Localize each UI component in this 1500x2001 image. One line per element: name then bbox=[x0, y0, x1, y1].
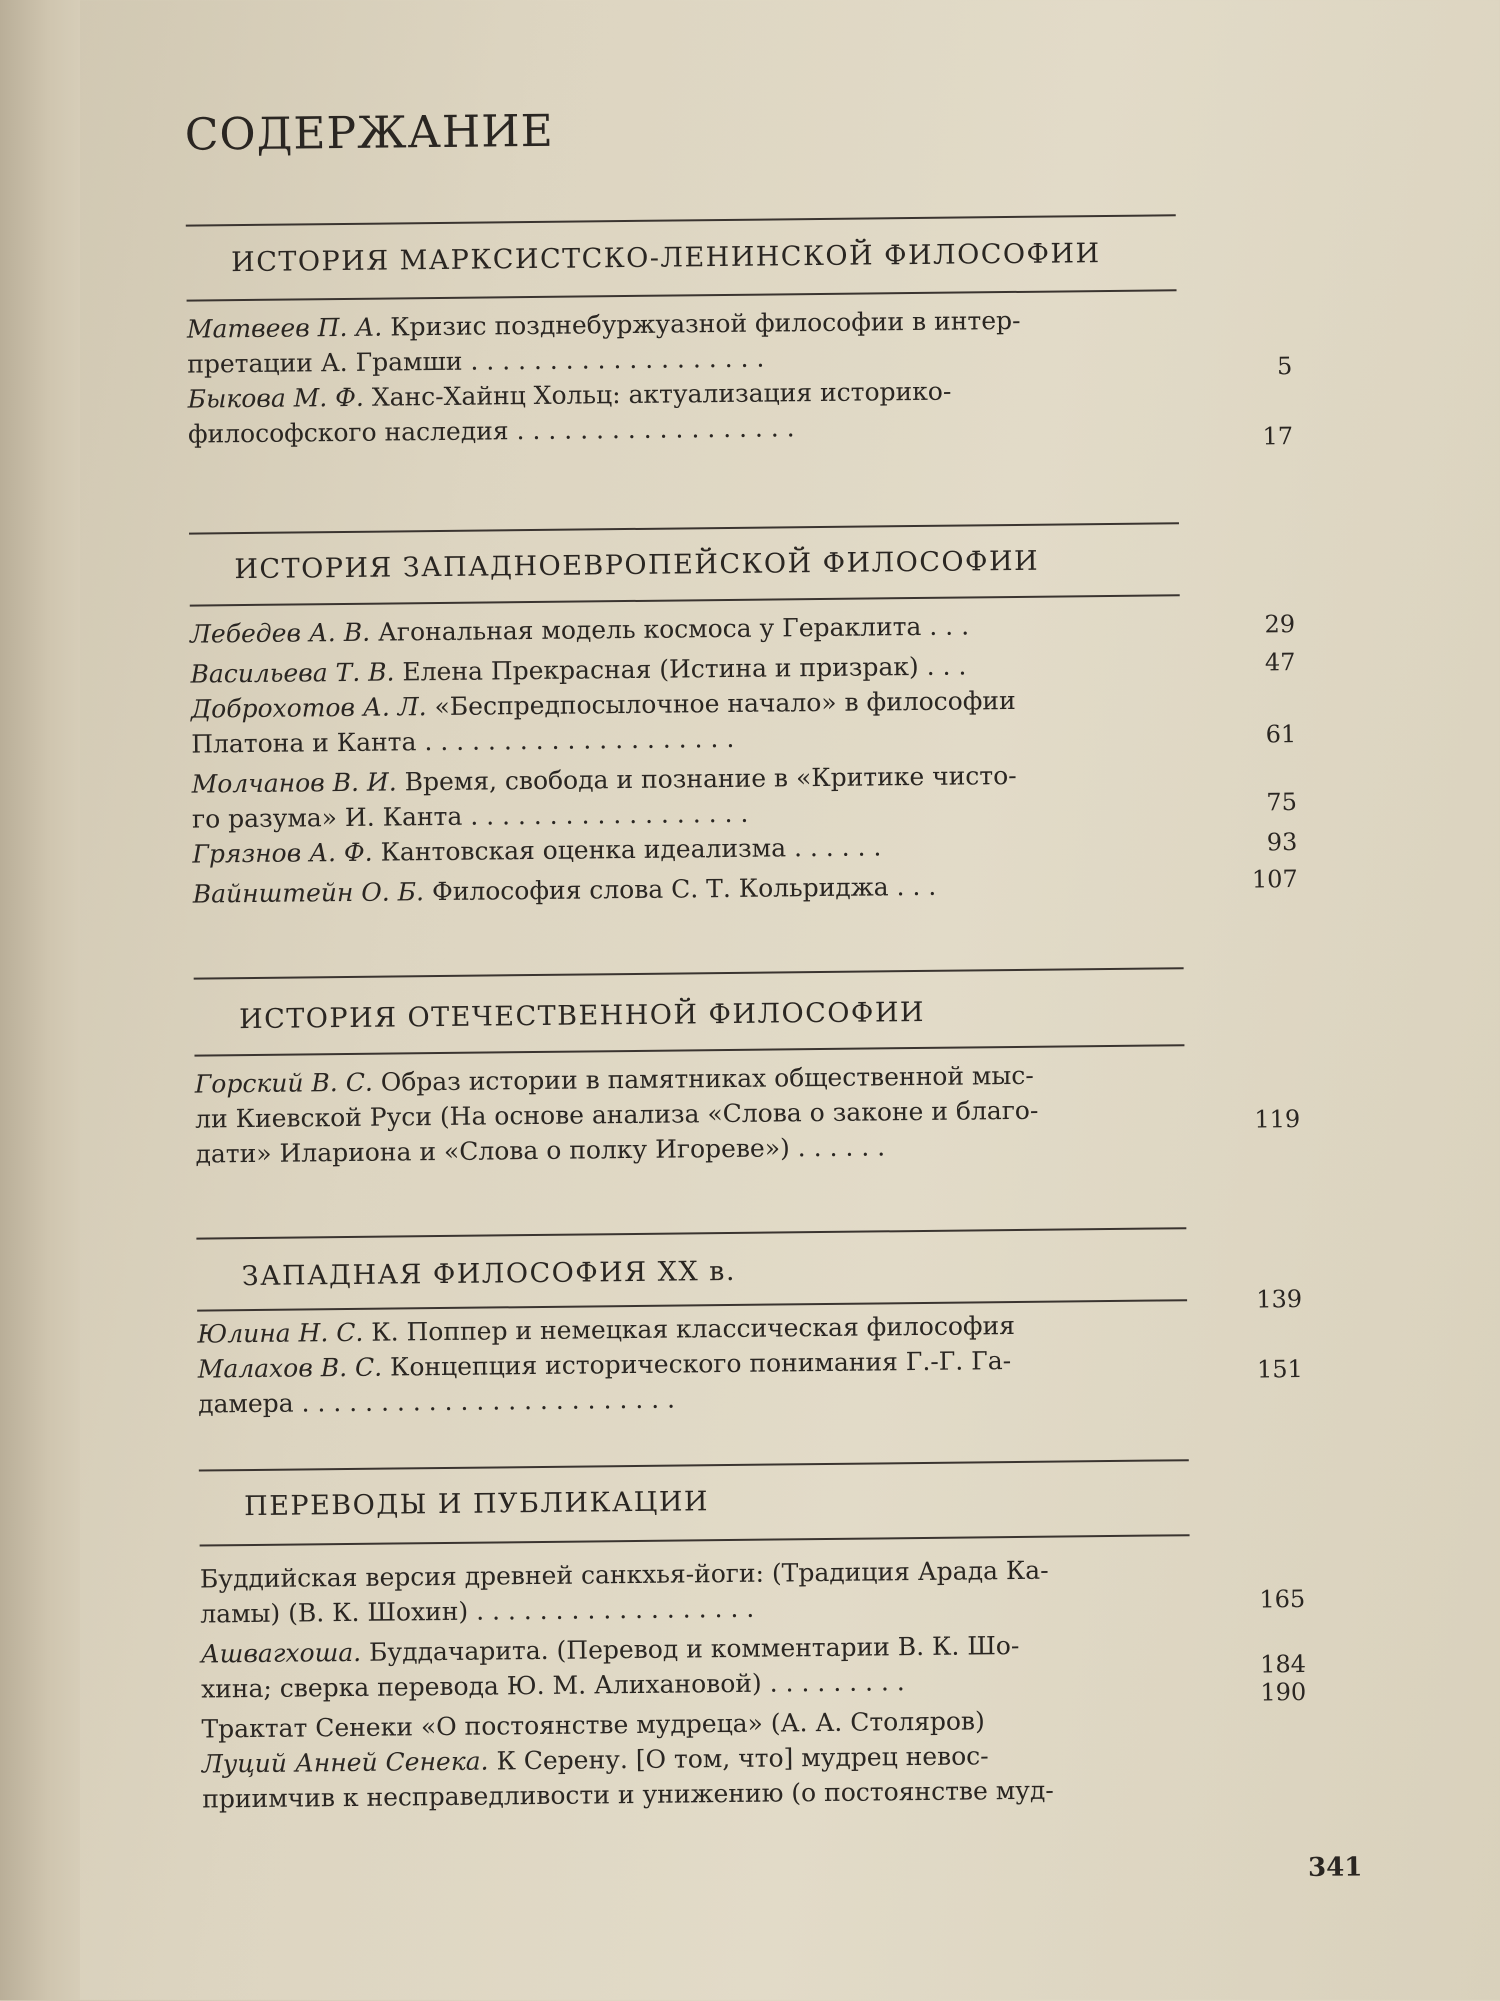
section-rule-top bbox=[196, 1227, 1186, 1239]
entry-author: Малахов В. С. bbox=[197, 1352, 383, 1384]
entry-page-number: 165 bbox=[1259, 1584, 1306, 1614]
entry-title-text: Ханс-Хайнц Хольц: актуализация историко- bbox=[363, 376, 952, 412]
entry-title-text: хина; сверка перевода Ю. М. Алихановой) . . . . . . . . . bbox=[200, 1667, 905, 1704]
entry-title-text: Концепция исторического понимания Г.-Г. Га- bbox=[381, 1346, 1012, 1382]
entry-title-text: Платона и Канта . . . . . . . . . . . . . . . . . . . . bbox=[191, 723, 735, 759]
section-heading: ИСТОРИЯ ЗАПАДНОЕВРОПЕЙСКОЙ ФИЛОСОФИИ bbox=[234, 545, 1040, 586]
entry-title-text: Буддийская версия древней санкхья-йоги: (Традиция Арада Ка- bbox=[199, 1555, 1049, 1594]
entry-author: Ашвагхоша. bbox=[200, 1637, 362, 1669]
toc-entry[interactable] bbox=[187, 371, 1198, 452]
toc-entry[interactable] bbox=[187, 301, 1198, 382]
entry-title-text: Кантовская оценка идеализма . . . . . . bbox=[372, 832, 882, 867]
entry-page-number: 93 bbox=[1266, 828, 1298, 857]
entry-page-number: 190 bbox=[1260, 1677, 1307, 1707]
toc-entry[interactable] bbox=[202, 1736, 1213, 1817]
entry-page-number: 75 bbox=[1266, 788, 1298, 817]
section-rule-top bbox=[199, 1459, 1189, 1471]
toc-entry[interactable] bbox=[200, 1551, 1211, 1632]
entry-author: Матвеев П. А. bbox=[186, 312, 383, 344]
entry-title-text: К. Поппер и немецкая классическая философия bbox=[363, 1311, 1016, 1347]
section-heading: ИСТОРИЯ МАРКСИСТСКО-ЛЕНИНСКОЙ ФИЛОСОФИИ bbox=[231, 238, 1101, 279]
entry-title-text: Образ истории в памятниках общественной мыс- bbox=[372, 1060, 1034, 1097]
entry-title-text: дати» Илариона и «Слова о полку Игореве») . . . . . . bbox=[195, 1132, 886, 1169]
section-rule-bottom bbox=[190, 594, 1180, 606]
entry-title-text: дамера . . . . . . . . . . . . . . . . . . . . . . . . bbox=[197, 1384, 676, 1419]
entry-title-text: ламы) (В. К. Шохин) . . . . . . . . . . . . . . . . . . bbox=[200, 1593, 755, 1629]
entry-author: Вайнштейн О. Б. bbox=[192, 877, 425, 909]
entry-title-text: «Беспредпосылочное начало» в философии bbox=[426, 685, 1016, 722]
entry-page-number: 151 bbox=[1256, 1354, 1303, 1384]
entry-author: Васильева Т. В. bbox=[190, 657, 395, 689]
entry-title-text: философского наследия . . . . . . . . . . . . . . . . . . bbox=[187, 413, 795, 449]
entry-author: Быкова М. Ф. bbox=[187, 382, 365, 414]
entry-line bbox=[190, 606, 1200, 652]
entry-title-text: Елена Прекрасная (Истина и призрак) . . . bbox=[394, 651, 967, 687]
entry-author: Лебедев А. В. bbox=[189, 617, 371, 649]
section-rule-top bbox=[189, 522, 1179, 534]
entry-page-number: 119 bbox=[1254, 1105, 1301, 1134]
entry-title-text: приимчив к несправедливости и унижению (о постоянстве муд- bbox=[202, 1775, 1054, 1814]
page-number: 341 bbox=[1307, 1852, 1363, 1883]
toc-entry[interactable] bbox=[198, 1341, 1209, 1422]
entry-author: Луций Анней Сенека. bbox=[201, 1746, 489, 1779]
toc-entry[interactable] bbox=[191, 681, 1202, 762]
entry-line bbox=[193, 866, 1203, 912]
toc-entry[interactable] bbox=[191, 756, 1202, 837]
section-rule-bottom bbox=[200, 1534, 1190, 1546]
section-heading: ЗАПАДНАЯ ФИЛОСОФИЯ XX в. bbox=[241, 1255, 737, 1293]
entry-author: Юлина Н. С. bbox=[197, 1317, 364, 1349]
entry-title-text: Философия слова С. Т. Кольриджа . . . bbox=[423, 871, 937, 907]
entry-page-number: 29 bbox=[1264, 610, 1296, 639]
page-title: СОДЕРЖАНИЕ bbox=[184, 105, 554, 161]
section-rule-bottom bbox=[187, 289, 1177, 301]
entry-title-text: го разума» И. Канта . . . . . . . . . . . . . . . . . . bbox=[191, 798, 749, 834]
toc-entry[interactable] bbox=[190, 606, 1200, 652]
entry-author: Молчанов В. И. bbox=[191, 767, 397, 799]
toc-entry[interactable] bbox=[195, 1056, 1206, 1172]
entry-title-text: Кризис позднебуржуазной философии в интер- bbox=[382, 305, 1021, 342]
entry-author: Горский В. С. bbox=[194, 1067, 373, 1099]
entry-author: Грязнов А. Ф. bbox=[192, 837, 373, 869]
entry-title-text: Время, свобода и познание в «Критике чисто- bbox=[396, 760, 1017, 797]
section-rule-top bbox=[186, 214, 1176, 226]
section-rule-bottom bbox=[194, 1044, 1184, 1056]
entry-author: Доброхотов А. Л. bbox=[190, 692, 427, 724]
section-heading: ИСТОРИЯ ОТЕЧЕСТВЕННОЙ ФИЛОСОФИИ bbox=[238, 996, 926, 1036]
entry-page-number: 107 bbox=[1251, 865, 1298, 894]
section-rule-top bbox=[194, 967, 1184, 979]
entry-title-text: Агональная модель космоса у Гераклита . . . bbox=[369, 611, 970, 647]
entry-page-number: 139 bbox=[1256, 1284, 1303, 1314]
entry-page-number: 61 bbox=[1265, 720, 1297, 749]
toc-entry[interactable] bbox=[201, 1626, 1212, 1707]
toc-entry[interactable] bbox=[193, 866, 1203, 912]
entry-title-text: ли Киевской Руси (На основе анализа «Слова о законе и благо- bbox=[194, 1095, 1039, 1134]
entry-title-text: К Серену. [О том, что] мудрец невос- bbox=[488, 1741, 989, 1776]
entry-title-text: Буддачарита. (Перевод и комментарии В. К. Шо- bbox=[360, 1630, 1020, 1667]
entry-page-number: 17 bbox=[1262, 422, 1294, 451]
entry-page-number: 47 bbox=[1264, 648, 1296, 677]
section-heading: ПЕРЕВОДЫ И ПУБЛИКАЦИИ bbox=[244, 1486, 710, 1523]
entry-page-number: 5 bbox=[1276, 352, 1293, 381]
entry-page-number: 184 bbox=[1259, 1649, 1307, 1679]
entry-title-text: Трактат Сенеки «О постоянстве мудреца» (А. А. Столяров) bbox=[201, 1706, 985, 1744]
entry-title-text: претации А. Грамши . . . . . . . . . . . . . . . . . . . bbox=[187, 343, 765, 379]
